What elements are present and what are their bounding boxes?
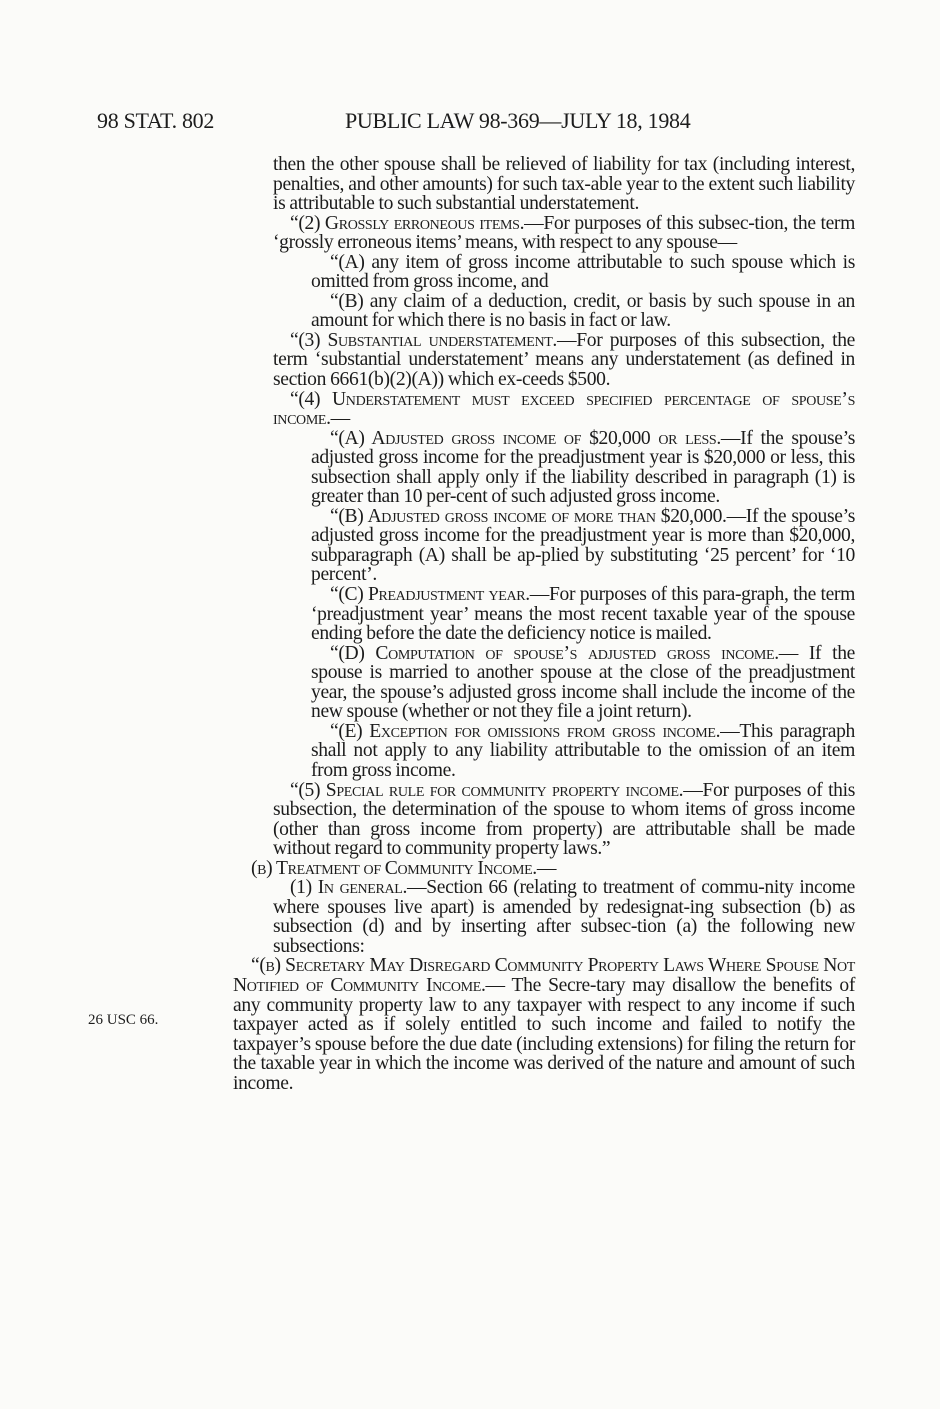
- subparagraph-2a: [311, 253, 855, 292]
- subparagraph-2b: [311, 292, 855, 331]
- paragraph-text: —: [536, 857, 557, 879]
- paragraph-heading: (1) In general.: [290, 877, 407, 899]
- paragraph-text: “(A) any item of gross income attributable to such spouse which is omitted from gross income, and: [311, 251, 855, 293]
- subsection-b-heading: [233, 859, 855, 879]
- paragraph-heading: “(A) Adjusted gross income of $20,000 or less.: [330, 427, 721, 449]
- paragraph-5-community-property: [273, 781, 855, 859]
- paragraph-text: —For purposes of this subsection, the determination of the spouse to whom items of gross income (other than gross income from property) are attributable shall be made without regard to community property laws.”: [273, 779, 855, 860]
- subparagraph-4b: [311, 507, 855, 585]
- statute-page-reference: 98 STAT. 802: [97, 108, 215, 133]
- paragraph-text: — If the spouse is married to another spouse at the close of the preadjustment year, the spouse’s adjusted gross income shall include the income of the new spouse (whether or not they file a joint return).: [311, 642, 855, 723]
- paragraph-text: —If the spouse’s adjusted gross income for the preadjustment year is more than $20,000, subparagraph (A) shall be ap-plied by substituting ‘25 percent’ for ‘10 percent’.: [311, 505, 855, 586]
- paragraph-2-grossly-erroneous-items: [273, 214, 855, 253]
- paragraph-text: —For purposes of this subsec-tion, the term ‘grossly erroneous items’ means, with respect to any spouse—: [273, 212, 855, 254]
- subparagraph-4e: [311, 722, 855, 781]
- paragraph-3-substantial-understatement: [273, 331, 855, 390]
- paragraph-text: —Section 66 (relating to treatment of commu-nity income where spouses live apart) is amended by redesignat-ing subsection (b) as subsection (d) and by inserting after subsec-tion (a) the following new subsections:: [273, 877, 855, 957]
- paragraph-continuation: [273, 155, 855, 214]
- paragraph-text: — The Secre-tary may disallow the benefits of any community property law to any taxpayer with respect to any income if such taxpayer acted as if solely entitled to such income and failed to notify the taxpayer’s spouse before the due date (including extensions) for filing the return for the taxable year in which the income was derived of the nature and amount of such income.: [233, 974, 855, 1094]
- paragraph-text: then the other spouse shall be relieved of liability for tax (including interest, penalties, and other amounts) for such tax-able year to the extent such liability is attributable to such substantial understatement.: [273, 154, 855, 215]
- paragraph-text: —: [330, 408, 350, 430]
- subparagraph-4c: [311, 585, 855, 644]
- paragraph-heading: “(2) Grossly erroneous items.: [290, 212, 525, 234]
- paragraph-text: “(B) any claim of a deduction, credit, or basis by such spouse in an amount for which there is no basis in fact or law.: [311, 290, 855, 332]
- paragraph-text: —For purposes of this subsection, the term ‘substantial understatement’ means any understatement (as defined in section 6661(b)(2)(A)) which ex-ceeds $500.: [273, 329, 855, 391]
- paragraph-heading: “(b) Secretary May Disregard Community Property Laws Where Spouse Not Notified of Community Income.: [233, 955, 855, 996]
- subparagraph-4d: [311, 644, 855, 722]
- paragraph-heading: “(3) Substantial understatement.: [290, 329, 557, 351]
- paragraph-1-in-general: [273, 878, 855, 956]
- paragraph-heading: (b) Treatment of Community Income.: [251, 857, 537, 879]
- paragraph-text: —For purposes of this para-graph, the term ‘preadjustment year’ means the most recent taxable year of the spouse ending before the date the deficiency notice is mailed.: [311, 584, 855, 645]
- subparagraph-4a: [311, 429, 855, 507]
- paragraph-4-understatement-percentage: [273, 390, 855, 429]
- new-subsection-b: [233, 956, 855, 1093]
- paragraph-text: —This paragraph shall not apply to any liability attributable to the omission of an item from gross income.: [311, 720, 855, 781]
- paragraph-heading: “(D) Computation of spouse’s adjusted gross income.: [330, 642, 779, 664]
- paragraph-heading: “(C) Preadjustment year.: [330, 584, 530, 606]
- paragraph-heading: “(5) Special rule for community property income.: [290, 779, 684, 801]
- paragraph-heading: “(E) Exception for omissions from gross income.: [330, 720, 721, 742]
- document-body: [233, 155, 855, 1093]
- paragraph-heading: “(B) Adjusted gross income of more than $20,000.: [330, 505, 727, 527]
- page-title: PUBLIC LAW 98-369—JULY 18, 1984: [345, 108, 691, 133]
- margin-note-usc: 26 USC 66.: [88, 1012, 159, 1028]
- paragraph-text: —If the spouse’s adjusted gross income for the preadjustment year is $20,000 or less, this subsection shall apply only if the liability described in paragraph (1) is greater than 10 per-cent of such adjusted gross income.: [311, 427, 856, 508]
- paragraph-heading: “(4) Understatement must exceed specified percentage of spouse’s income.: [273, 388, 855, 430]
